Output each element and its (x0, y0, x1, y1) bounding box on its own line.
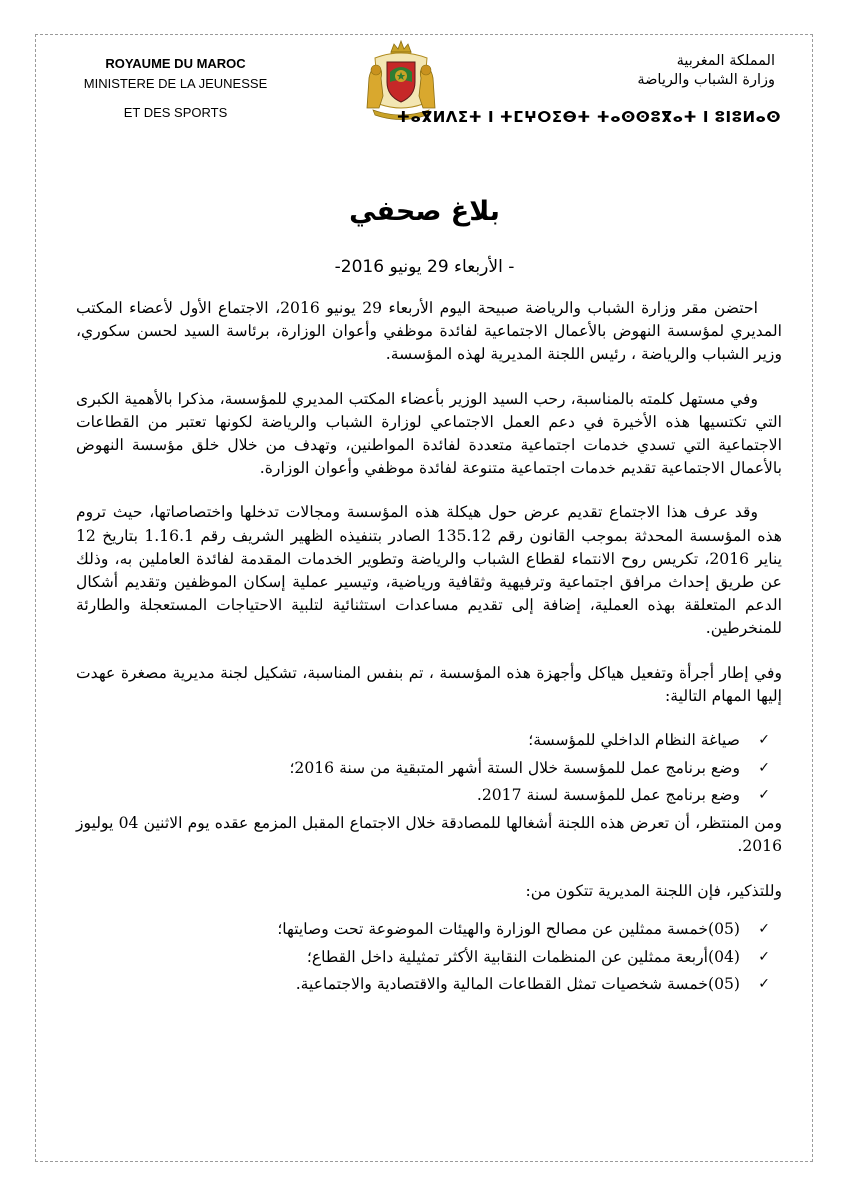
header-french (68, 54, 283, 123)
list-item: ✓ وضع برنامج عمل للمؤسسة لسنة 2017. (76, 782, 770, 810)
press-release-date: - الأربعاء 29 يونيو 2016- (334, 257, 515, 277)
header-arabic-kingdom: المملكة المغربية (676, 53, 775, 69)
header-french-sports: ET DES SPORTS (123, 105, 228, 120)
members-list (76, 916, 782, 999)
checkmark-icon: ✓ (758, 948, 770, 965)
paragraph-foundation-goals: وقد عرف هذا الاجتماع تقديم عرض حول هيكلة هذه المؤسسة ومجالات تدخلها واختصاصاتها، حيث تروم هذه المؤسسة المحدثة بموجب القانون رقم 135.12 الصادر بتنفيذه الظهير الشريف رقم 1.16.1 بتاريخ 12 يناير 2016، تكريس روح الانتماء لقطاع الشباب والرياضة وتطوير الخدمات المقدمة لفائدة العاملين به، وذلك عن طريق إحداث مرافق اجتماعية وترفيهية وثقافية ورياضية، وتيسير عملية إسكان الموظفين وتقديم أشكال الدعم المتعلقة بهذه العملية، إضافة إلى تقديم مساعدات استثنائية لتلبية الاحتياجات المستعجلة والطارئة للمنخرطين. (76, 503, 782, 638)
checkmark-icon: ✓ (758, 976, 770, 993)
header-french-ministry: MINISTERE DE LA JEUNESSE (83, 76, 268, 91)
header-french-kingdom: ROYAUME DU MAROC (105, 56, 246, 71)
paragraph-next-meeting: ومن المنتظر، أن تعرض هذه اللجنة أشغالها للمصادقة خلال الاجتماع المقبل المزمع عقده يوم الاثنين 04 يوليوز 2016. (76, 813, 782, 855)
checkmark-icon: ✓ (758, 787, 770, 804)
paragraph-committee: وفي إطار أجرأة وتفعيل هياكل وأجهزة هذه المؤسسة ، تم بنفس المناسبة، تشكيل لجنة مديرية مصغرة عهدت إليها المهام التالية: (76, 663, 782, 705)
checkmark-icon: ✓ (758, 759, 770, 776)
page-title: بلاغ صحفي (349, 196, 500, 227)
checkmark-icon: ✓ (758, 921, 770, 938)
paragraph-reminder: وللتذكير، فإن اللجنة المديرية تتكون من: (525, 881, 782, 900)
list-item: ✓ صياغة النظام الداخلي للمؤسسة؛ (76, 727, 770, 755)
press-release-body (76, 297, 782, 999)
list-item: ✓ (05)خمسة شخصيات تمثل القطاعات المالية والاقتصادية والاجتماعية. (76, 971, 770, 999)
list-item: ✓ (04)أربعة ممثلين عن المنظمات النقابية الأكثر تمثيلية داخل القطاع؛ (76, 944, 770, 972)
header-tifinagh: ⵜⴰⴳⵍⴷⵉⵜ ⵏ ⵜⵎⵖⵔⵉⴱⵜ ⵜⴰⵙⵙⵓⴳⴰⵜ ⵏ ⵓⵏⵓⵍⴰⵙ (396, 108, 781, 126)
header-arabic-ministry: وزارة الشباب والرياضة (637, 72, 775, 88)
list-item: ✓ (05)خمسة ممثلين عن مصالح الوزارة والهيئات الموضوعة تحت وصايتها؛ (76, 916, 770, 944)
paragraph-meeting: احتضن مقر وزارة الشباب والرياضة صبيحة اليوم الأربعاء 29 يونيو 2016، الاجتماع الأول لأعضاء المكتب المديري لمؤسسة النهوض بالأعمال الاجتماعية لفائدة موظفي وأعوان الوزارة، برئاسة السيد لحسن سكوري، وزير الشباب والرياضة ، رئيس اللجنة المديرية لهذه المؤسسة. (76, 299, 782, 364)
list-item: ✓ وضع برنامج عمل للمؤسسة خلال الستة أشهر المتبقية من سنة 2016؛ (76, 755, 770, 783)
tasks-list (76, 727, 782, 810)
paragraph-minister-speech: وفي مستهل كلمته بالمناسبة، رحب السيد الوزير بأعضاء المكتب المديري للمؤسسة، مذكرا بالأهمية الكبرى التي تكتسيها هذه الأخيرة في دعم العمل الاجتماعي لوزارة الشباب والرياضة لكونها تعتبر من القطاعات الاجتماعية التي تسدي خدمات اجتماعية متعددة لفائدة المواطنين، وتهدف من خلال خلق مؤسسة النهوض بالأعمال الاجتماعية تقديم خدمات اجتماعية متنوعة لفائدة موظفي وأعوان الوزارة. (76, 389, 782, 478)
checkmark-icon: ✓ (758, 732, 770, 749)
header-arabic (535, 52, 775, 90)
